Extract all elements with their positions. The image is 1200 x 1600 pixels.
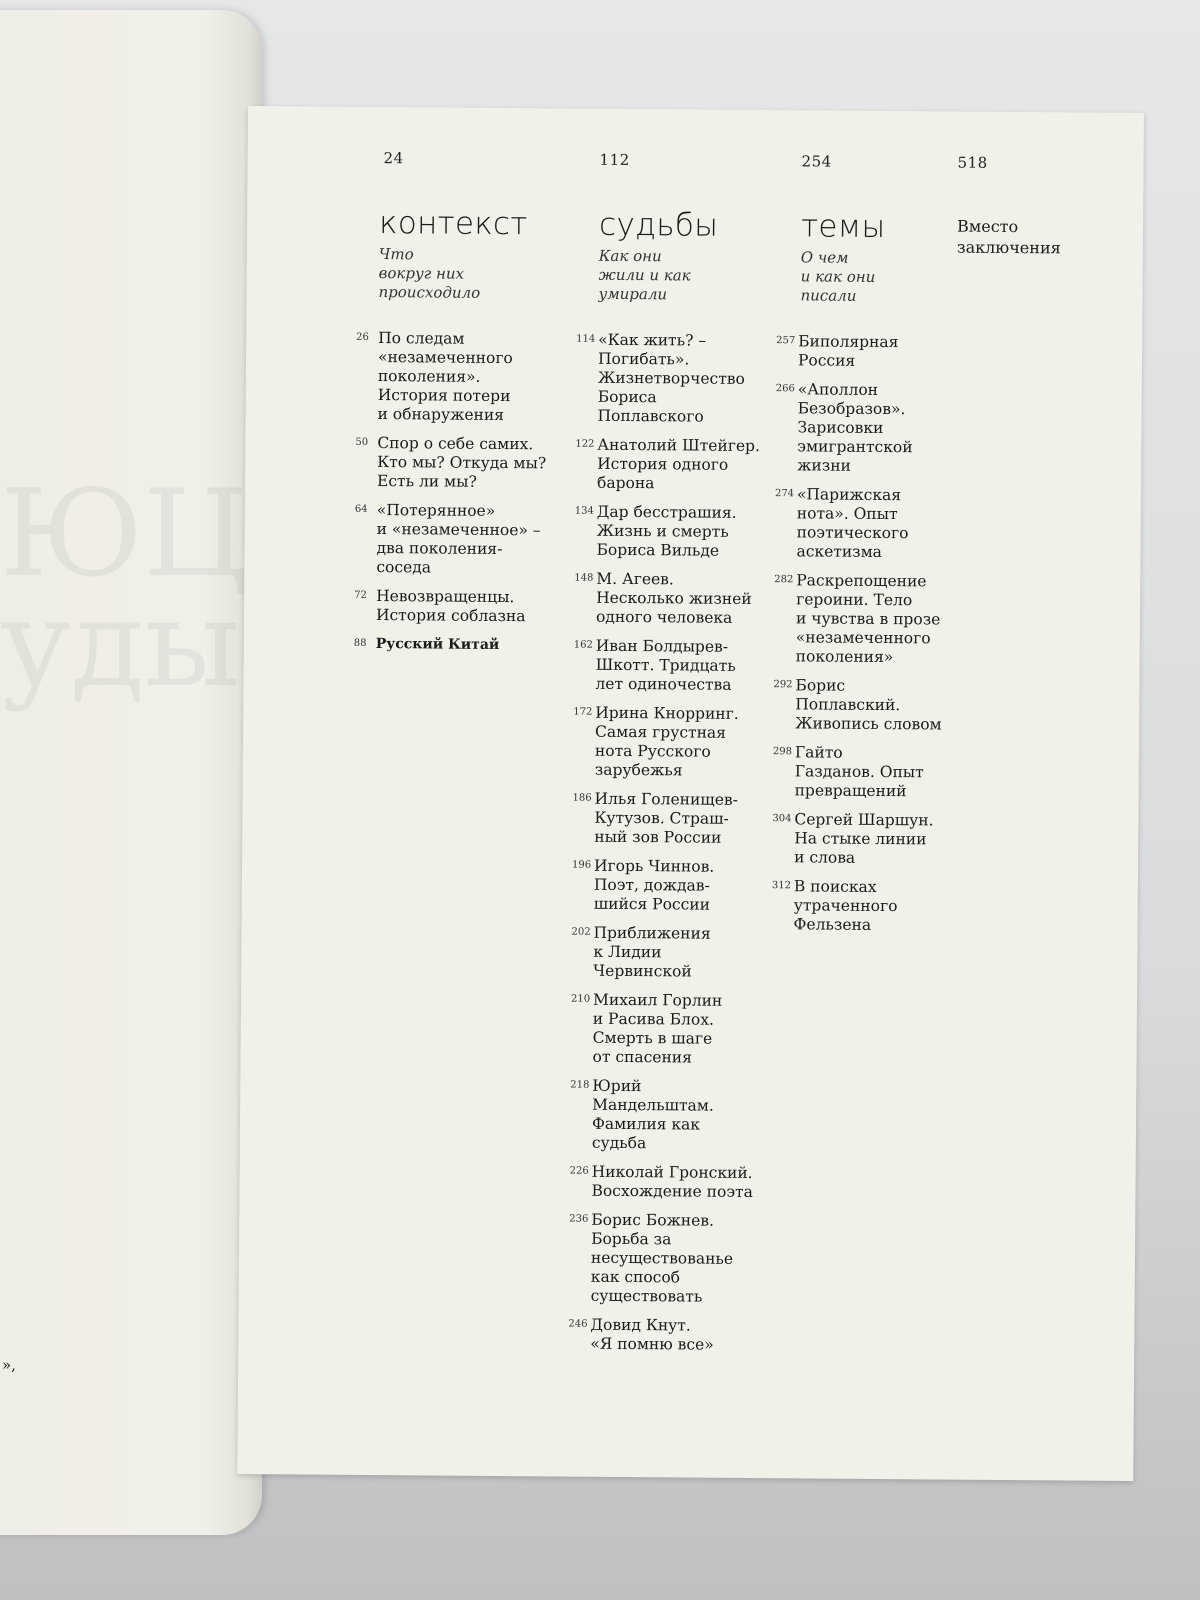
entry-title: Спор о себе самих. Кто мы? Откуда мы? Есть ли мы? [376, 434, 547, 491]
entry-title: Дар бесстрашия. Жизнь и смерть Бориса Вильде [596, 502, 737, 560]
section-subtitle: О чем и как они писали [800, 248, 876, 305]
entry-page: 236 [569, 1213, 589, 1225]
section-page-number: 518 [957, 153, 988, 172]
entry-page: 114 [576, 333, 596, 345]
entry-page: 266 [775, 383, 795, 395]
entry-title: Борис Божнев. Борьба за несуществованье как способ существовать [590, 1210, 734, 1306]
entry-page: 196 [572, 859, 592, 871]
toc-entry[interactable] [570, 991, 781, 1069]
entry-page: 72 [354, 589, 367, 601]
toc-entry[interactable] [354, 635, 564, 656]
entry-page: 298 [772, 746, 793, 758]
section-subtitle: Что вокруг них происходило [378, 245, 481, 302]
entry-page: 246 [568, 1318, 588, 1330]
entry-page: 218 [570, 1079, 590, 1091]
entry-list [771, 332, 976, 946]
entry-title: Илья Голенищев- Кутузов. Страш- ный зов России [594, 789, 738, 847]
toc-entry[interactable] [570, 1077, 781, 1155]
toc-entry[interactable] [575, 436, 785, 495]
toc-entry[interactable] [772, 810, 972, 869]
toc-entry[interactable] [773, 676, 973, 735]
entry-title: Борис Поплавский. Живопись словом [795, 676, 942, 734]
entry-page: 274 [774, 488, 795, 500]
entry-title: «Парижская нота». Опыт поэтического аскетизма [796, 485, 909, 561]
entry-title: Невозвращенцы. История соблазна [375, 587, 526, 626]
section-heading: контекст [378, 205, 528, 243]
ghost-bleed-text: ЮЦ уды [0, 465, 248, 714]
entry-title: Анатолий Штейгер. История одного барона [596, 435, 760, 493]
left-page [0, 10, 262, 1535]
entry-page: 226 [569, 1165, 589, 1177]
section-heading[interactable]: Вместо заключения [956, 216, 1061, 258]
toc-entry[interactable] [776, 332, 976, 372]
entry-title: По следам «незамеченного поколения». История потери и обнаружения [377, 329, 513, 425]
entry-page: 304 [772, 813, 792, 825]
toc-entry[interactable] [576, 331, 787, 428]
entry-page: 88 [353, 637, 367, 649]
entry-page: 148 [574, 572, 594, 584]
toc-entry[interactable] [774, 571, 975, 668]
entry-page: 210 [570, 993, 591, 1005]
entry-page: 172 [573, 706, 593, 718]
entry-page: 162 [573, 639, 593, 651]
toc-entry[interactable] [772, 877, 972, 936]
left-fragment-bottom: », [2, 1356, 16, 1374]
toc-entry[interactable] [572, 790, 782, 849]
toc-entry[interactable] [354, 501, 565, 579]
entry-title: Николай Гронский. Восхождение поэта [591, 1162, 753, 1201]
toc-entry[interactable] [774, 485, 975, 563]
toc-entry[interactable] [573, 637, 783, 696]
section-heading: судьбы [598, 206, 719, 244]
entry-title: Юрий Мандельштам. Фамилия как судьба [591, 1076, 714, 1153]
entry-page: 292 [773, 679, 793, 691]
entry-page: 50 [355, 436, 369, 448]
toc-entry[interactable] [354, 587, 564, 627]
section-heading: темы [800, 208, 886, 246]
toc-entry[interactable] [775, 380, 976, 477]
entry-title: Сергей Шаршун. На стыке линии и слова [794, 810, 934, 867]
contents-page [237, 106, 1144, 1481]
entry-title: Ирина Кнорринг. Самая грустная нота Русского зарубежья [594, 703, 739, 780]
entry-page: 186 [572, 792, 592, 804]
entry-page: 282 [774, 574, 794, 586]
toc-entry[interactable] [572, 857, 782, 916]
section-page-number: 254 [801, 152, 832, 171]
entry-list [354, 329, 567, 666]
toc-entry[interactable] [573, 704, 784, 782]
entry-title: Раскрепощение героини. Тело и чувства в прозе «незамеченного поколения» [795, 571, 941, 667]
entry-page: 134 [574, 505, 594, 517]
toc-entry[interactable] [773, 743, 973, 802]
entry-title: Биполярная Россия [797, 332, 899, 370]
section-subtitle: Как они жили и как умирали [598, 246, 691, 304]
entry-title: «Как жить? – Погибать». Жизнетворчество Бориса Поплавского [597, 330, 745, 426]
toc-entry[interactable] [569, 1163, 779, 1203]
entry-page: 312 [771, 880, 792, 892]
entry-list [568, 331, 786, 1366]
entry-title: М. Агеев. Несколько жизней одного человека [595, 569, 752, 627]
entry-title: Довид Кнут. «Я помню все» [590, 1315, 714, 1354]
entry-title: Михаил Горлин и Расива Блох. Смерть в шаге от спасения [592, 990, 723, 1067]
entry-title: В поисках утраченного Фельзена [793, 877, 898, 934]
toc-entry[interactable] [356, 329, 567, 426]
toc-entry[interactable] [569, 1211, 780, 1308]
entry-title: Приближения к Лидии Червинской [593, 923, 711, 981]
entry-page: 26 [356, 331, 369, 343]
entry-title: «Потерянное» и «незамеченное» – два поколения- соседа [376, 501, 541, 577]
entry-title: Иван Болдырев- Шкотт. Тридцать лет одиночества [595, 636, 736, 694]
entry-page: 122 [575, 438, 595, 450]
entry-title: Гайто Газданов. Опыт превращений [794, 743, 924, 801]
toc-entry[interactable] [574, 570, 784, 629]
toc-entry[interactable] [355, 434, 565, 493]
entry-title: Игорь Чиннов. Поэт, дождав- шийся России [593, 856, 715, 914]
section-page-number: 112 [599, 150, 630, 169]
toc-entry[interactable] [574, 503, 784, 562]
entry-title: Русский Китай [375, 636, 500, 653]
entry-page: 64 [354, 503, 368, 515]
entry-page: 257 [776, 335, 796, 347]
entry-page: 202 [571, 926, 591, 938]
toc-entry[interactable] [571, 924, 781, 983]
section-page-number: 24 [383, 149, 404, 168]
entry-title: «Аполлон Безобразов». Зарисовки эмигрантской жизни [797, 380, 913, 475]
toc-entry[interactable] [568, 1316, 778, 1356]
